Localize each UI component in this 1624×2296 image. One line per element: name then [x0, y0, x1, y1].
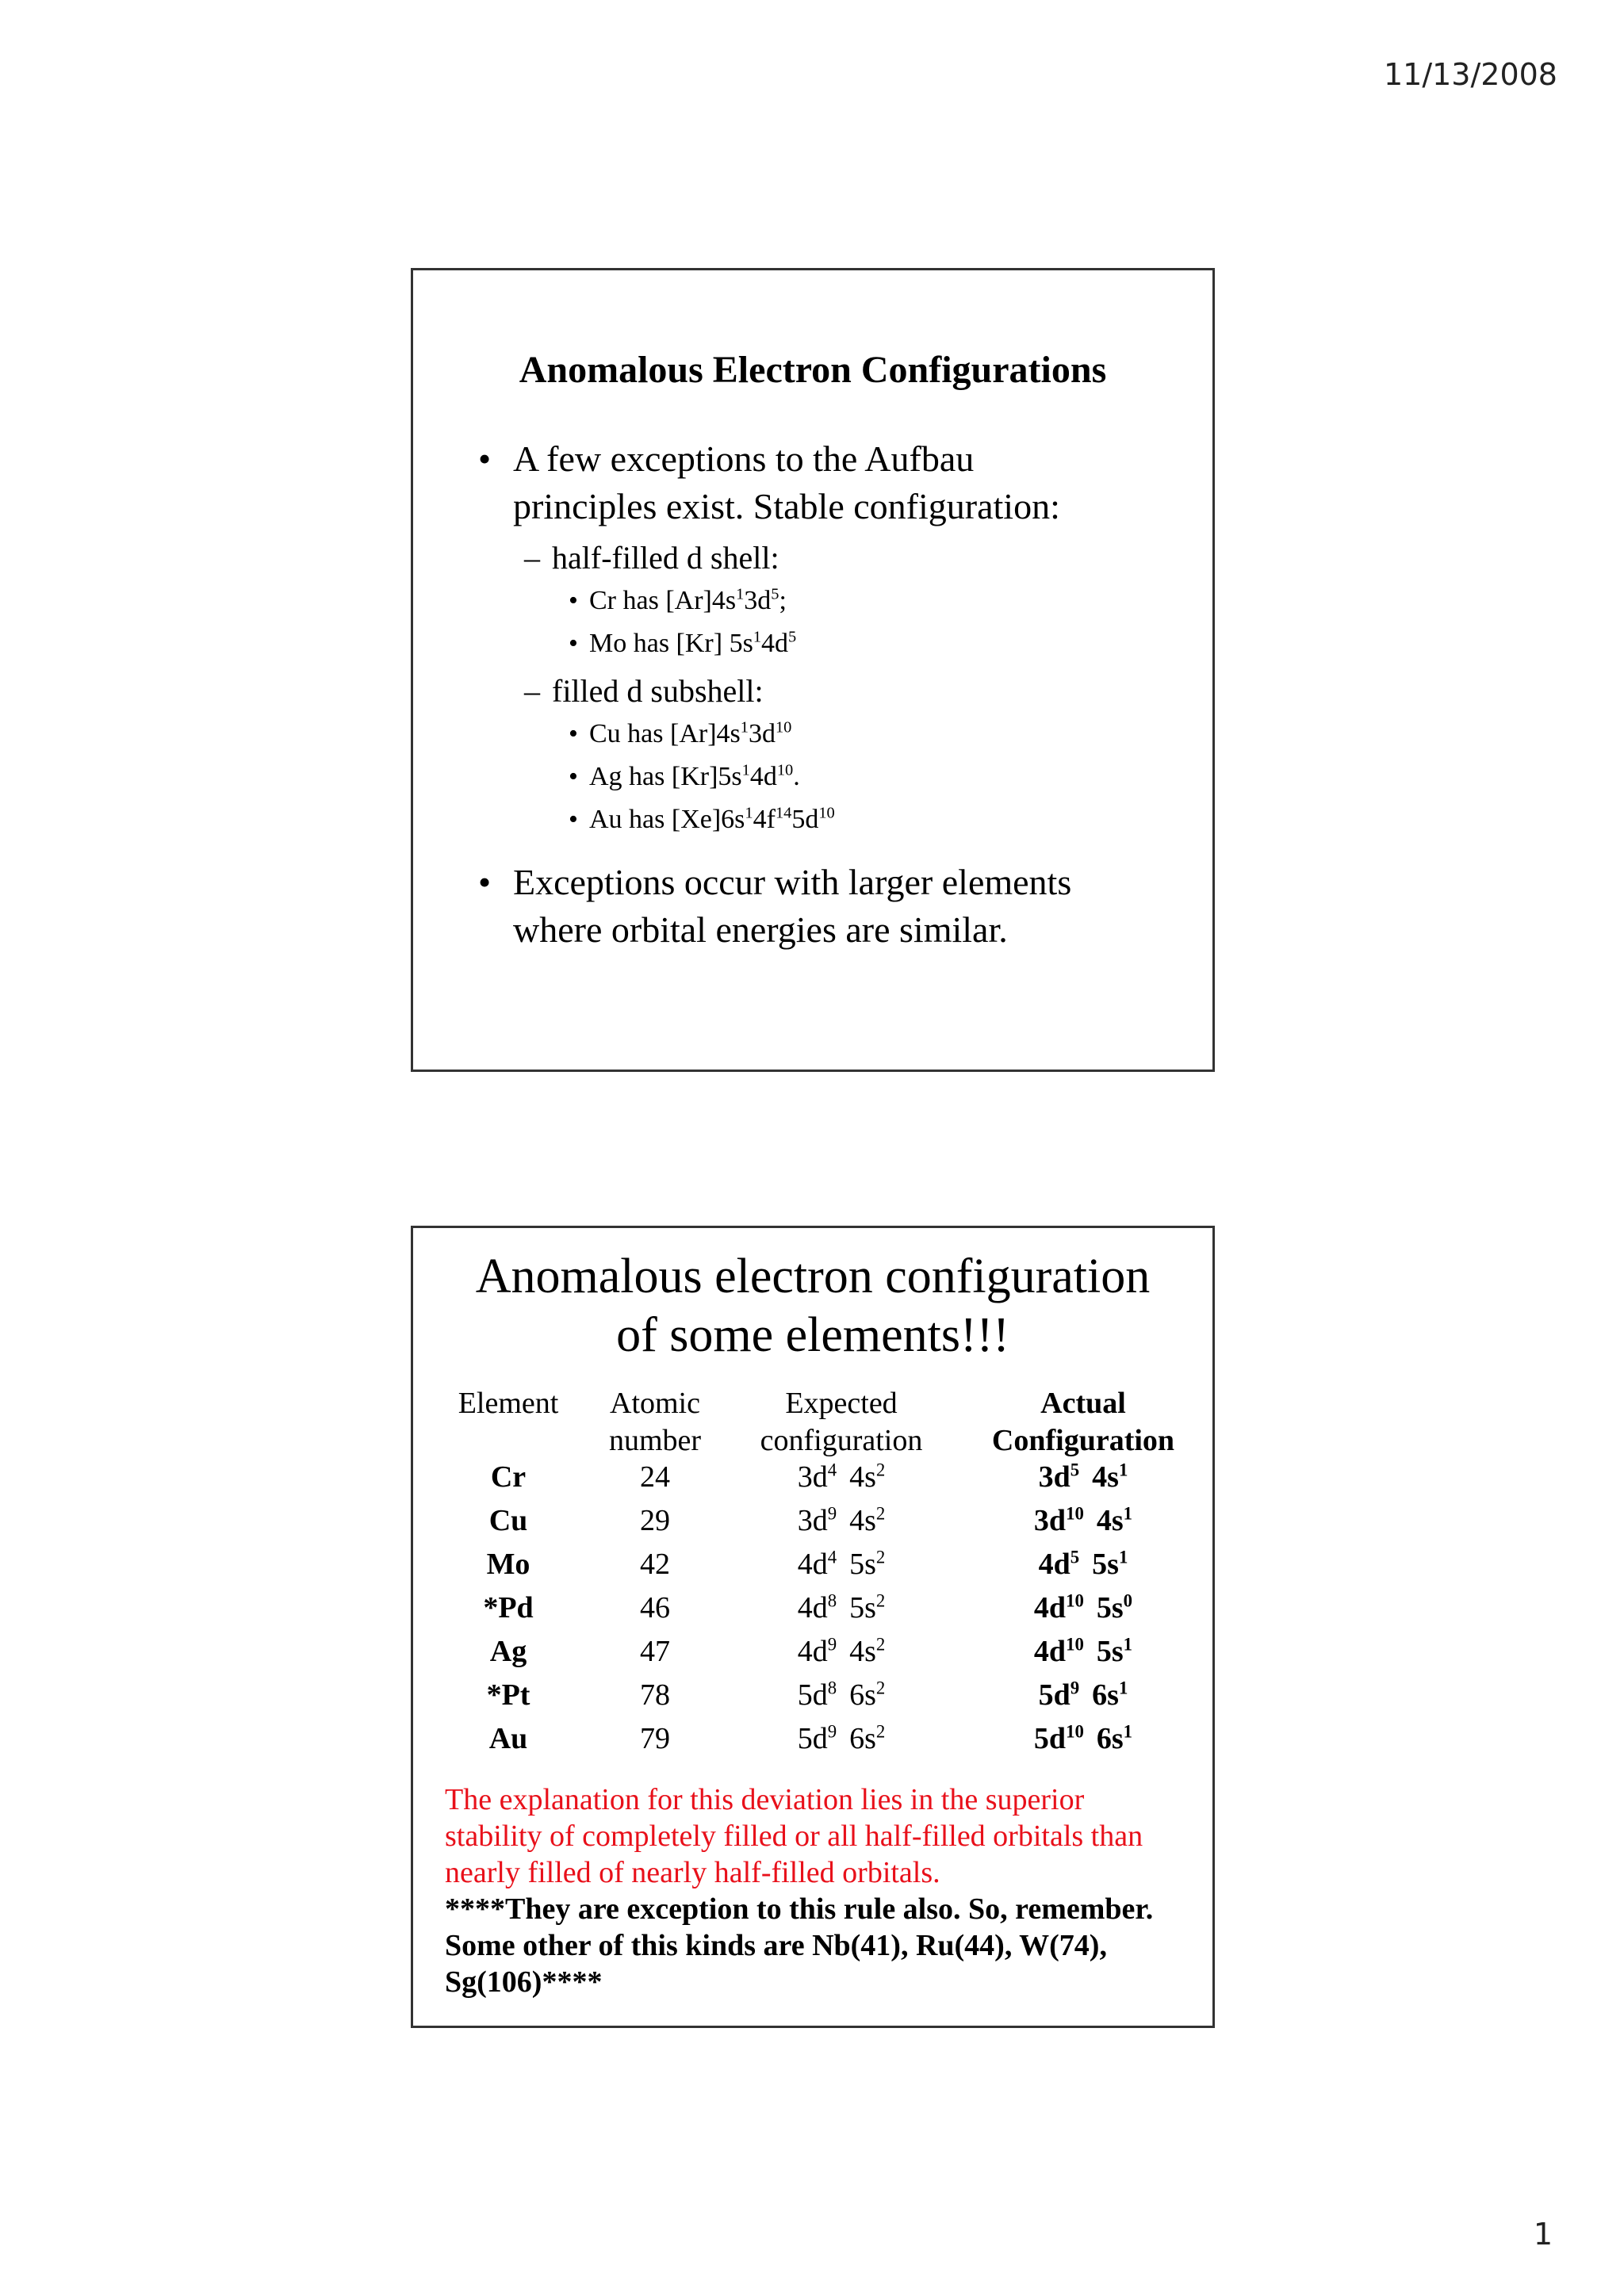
- cell-expected-configuration: $3d^9$ $4s^2$: [797, 1503, 886, 1537]
- exception-note: ****They are exception to this rule also. So, remember. Some other of this kinds are Nb(41), Ru(44), W(74), Sg(106)****: [445, 1892, 1154, 1999]
- cell-atomic-number: 46: [640, 1591, 670, 1624]
- bullet-aufbau-exceptions: • A few exceptions to the Aufbau principles exist. Stable configuration:: [413, 435, 1212, 530]
- cell-actual-configuration: $3d^{10}$ $4s^1$: [1033, 1503, 1133, 1537]
- header-atomic-number: Atomic number: [608, 1387, 702, 1457]
- bullet-icon: •: [569, 719, 578, 748]
- bullet-icon: •: [478, 438, 492, 479]
- table-row: [413, 1503, 1212, 1547]
- cell-element: *Pd: [483, 1591, 534, 1624]
- cell-atomic-number: 42: [640, 1548, 670, 1581]
- cell-actual-configuration: $4d^{10}$ $5s^1$: [1033, 1634, 1133, 1668]
- cell-expected-configuration: $4d^9$ $4s^2$: [797, 1634, 886, 1668]
- cell-expected-configuration: $5d^9$ $6s^2$: [797, 1721, 886, 1755]
- table-row: [413, 1678, 1212, 1721]
- bullet-icon: •: [569, 805, 578, 834]
- header-expected-configuration: Expected configuration: [760, 1387, 923, 1457]
- config-item-cr: • Cr has $[Ar]4s^13d^5$;: [413, 580, 1212, 622]
- cell-expected-configuration: $3d^4$ $4s^2$: [797, 1460, 886, 1494]
- header-element: Element: [458, 1387, 559, 1420]
- table-row: [413, 1721, 1212, 1765]
- config-item-cu: • Cu has $[Ar]4s^13d^{10}$: [413, 713, 1212, 756]
- page-date: 11/13/2008: [1383, 57, 1557, 92]
- slide-anomalous-configurations: [411, 268, 1215, 1072]
- config-item-ag: • Ag has $[Kr]5s^14d^{10}$.: [413, 756, 1212, 798]
- cell-actual-configuration: $5d^{10}$ $6s^1$: [1033, 1721, 1133, 1755]
- cell-expected-configuration: $4d^8$ $5s^2$: [797, 1590, 886, 1624]
- table-row: [413, 1634, 1212, 1678]
- sub-bullet-filled: – filled d subshell:: [413, 670, 1212, 713]
- cell-actual-configuration: $4d^{10}$ $5s^0$: [1033, 1590, 1133, 1624]
- bullet-icon: •: [569, 629, 578, 658]
- slide1-title: Anomalous Electron Configurations: [519, 349, 1107, 391]
- table-row: [413, 1460, 1212, 1503]
- cell-atomic-number: 78: [640, 1678, 670, 1712]
- slide1-body: [413, 435, 1212, 960]
- slide2-title: Anomalous electron configuration of some elements!!!: [475, 1249, 1151, 1362]
- dash-icon: –: [524, 673, 540, 709]
- table-body: [413, 1460, 1212, 1765]
- cell-element: Mo: [486, 1548, 530, 1581]
- cell-element: Au: [488, 1722, 528, 1755]
- config-item-au: • Au has $[Xe]6s^14f^{14}5d^{10}$: [413, 798, 1212, 841]
- cell-element: Ag: [489, 1635, 527, 1668]
- cell-expected-configuration: $4d^4$ $5s^2$: [797, 1547, 886, 1581]
- bullet-larger-elements: • Exceptions occur with larger elements where orbital energies are similar.: [413, 859, 1212, 954]
- config-item-mo: • Mo has [Kr] $5s^14d^5$: [413, 622, 1212, 665]
- cell-expected-configuration: $5d^8$ $6s^2$: [797, 1678, 886, 1712]
- header-actual-configuration: Actual Configuration: [991, 1387, 1175, 1457]
- slide-anomalous-table: [411, 1226, 1215, 2028]
- cell-element: *Pt: [486, 1678, 530, 1712]
- table-header-row: [413, 1385, 1212, 1460]
- explanation-note: [445, 1781, 1189, 2000]
- cell-atomic-number: 29: [640, 1504, 670, 1537]
- cell-element: Cu: [488, 1504, 528, 1537]
- explanation-text: The explanation for this deviation lies in the superior stability of completely filled or all half-filled orbitals than nearly filled of nearly half-filled orbitals.: [445, 1783, 1143, 1889]
- table-row: [413, 1547, 1212, 1590]
- cell-actual-configuration: $4d^5$ $5s^1$: [1038, 1547, 1128, 1581]
- bullet-icon: •: [478, 862, 492, 902]
- bullet-icon: •: [569, 762, 578, 791]
- sub-bullet-half-filled: – half-filled d shell:: [413, 537, 1212, 580]
- cell-atomic-number: 47: [640, 1635, 670, 1668]
- configuration-table: [413, 1385, 1212, 1765]
- cell-actual-configuration: $3d^5$ $4s^1$: [1038, 1460, 1128, 1494]
- bullet-icon: •: [569, 586, 578, 615]
- cell-atomic-number: 79: [640, 1722, 670, 1755]
- table-row: [413, 1590, 1212, 1634]
- cell-actual-configuration: $5d^9$ $6s^1$: [1038, 1678, 1128, 1712]
- page-number: 1: [1533, 2217, 1553, 2252]
- cell-atomic-number: 24: [640, 1460, 670, 1494]
- dash-icon: –: [524, 540, 540, 576]
- cell-element: Cr: [490, 1460, 527, 1494]
